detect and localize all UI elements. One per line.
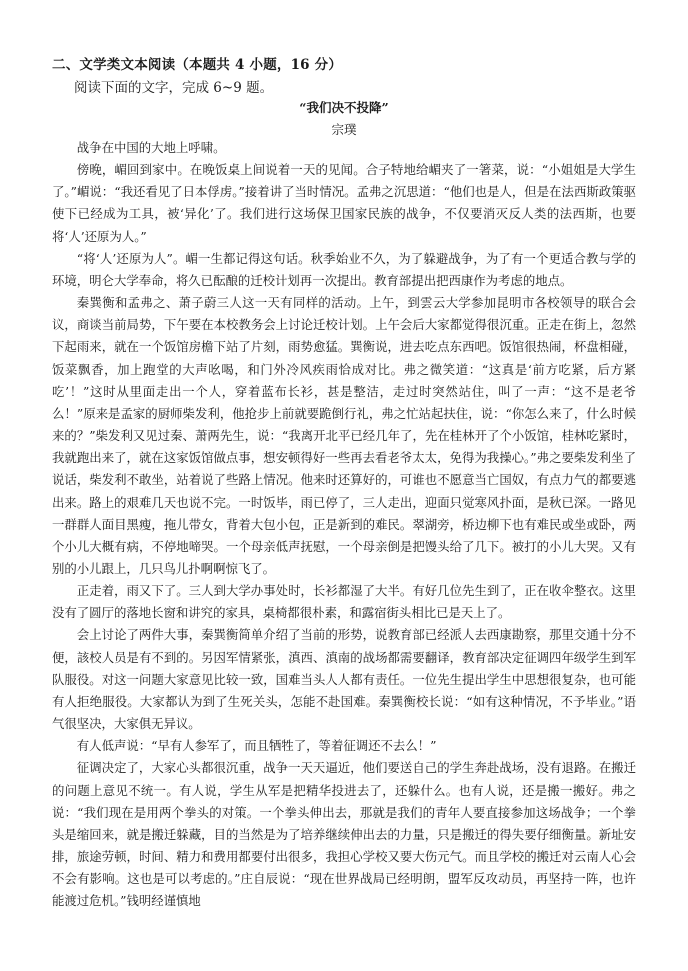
paragraph: 征调决定了，大家心头都很沉重，战争一天天逼近，他们要送自己的学生奔赴战场，没有退路。在搬迁的问题上意见不统一。有人说，学生从军是把精华投进去了，还躲什么。也有人说，还是搬一搬好。弗之说：“我们现在是用两个拳头的对策。一个拳头伸出去，那就是我们的青年人要直接参加这场战争；一个拳头是缩回来，就是搬迁躲藏，目的当然是为了培养继续伸出去的力量，只是搬迁的得失要仔细衡量。新址安排，旅途劳顿，时间、精力和费用都要付出很多，我担心学校又要大伤元气。而且学校的搬迁对云南人心会不会有影响。这也是可以考虑的。”庄自辰说：“现在世界战局已经明朗，盟军反攻动员，再坚持一阵，也许能渡过危机。”钱明经谨慎地: [52, 760, 636, 909]
essay-title: “我们决不投降”: [299, 100, 389, 115]
paragraph: 战争在中国的大地上呼啸。: [76, 140, 226, 155]
paragraph: “将‘人’还原为人”。嵋一生都记得这句话。秋季始业不久，为了躲避战争，为了有一个更适合教与学的环境，明仑大学奉命，将久已酝酿的迁校计划再一次提出。教育部提出把西康作为考虑的地点。: [52, 250, 636, 288]
section-heading: 二、文学类文本阅读（本题共 4 小题，16 分）: [52, 57, 343, 73]
essay-author: 宗璞: [331, 122, 357, 137]
reading-instruction: 阅读下面的文字，完成 6~9 题。: [74, 80, 274, 96]
paragraph: 有人低声说：“早有人参军了，而且牺牲了，等着征调还不去么！”: [76, 738, 437, 754]
paragraph: 会上讨论了两件大事，秦巽衡简单介绍了当前的形势，说教育部已经派人去西康勘察，那里交通十分不便，該校人员是有不到的。另因军情紧张，滇西、滇南的战场都需要翻译，教育部决定征调四年级学生到军队服役。对这一问题大家意见比较一致，国难当头人人都有责任。一位先生提出学生中思想很复杂，也可能有人拒绝服役。大家都认为到了生死关头，怎能不赴国难。秦巽衡校长说：“如有这种情况，不予毕业。”语气很坚决，大家俱无异议。: [52, 627, 636, 732]
paragraph: 正走着，雨又下了。三人到大学办事处时，长衫都湿了大半。有好几位先生到了，正在收伞整衣。这里没有了圆厅的落地长窗和讲究的家具，桌椅都很朴素，和露宿街头相比已是天上了。: [52, 583, 636, 621]
paragraph: 秦巽衡和孟弗之、萧子蔚三人这一天有同样的活动。上午，到雲云大学参加昆明市各校领导的联合会议，商谈当前局势，下午要在本校教务会上讨论迁校计划。上午会后大家都觉得很沉重。正走在街上，忽然下起雨来，就在一个饭馆房檐下站了片刻，雨势愈猛。巽衡说，进去吃点东西吧。饭馆很热闹，杯盘相碰，饭菜飘香，加上跑堂的大声吆喝，和门外冷风疾雨恰成对比。弗之微笑道：“这真是‘前方吃紧，后方紧吃’！”这时从里面走出一个人，穿着蓝布长衫，甚是整洁，走过时突然站住，叫了一声：“这不是老爷么！”原来是孟家的厨师柴发利，他抢步上前就要跪倒行礼，弗之忙站起扶住，说：“你怎么来了，什么时候来的？”柴发利又见过秦、萧两先生，说：“我离开北平已经几年了，先在桂林开了个小饭馆，桂林吃紧时，我就跑出来了，就在这家饭馆做点事，想安顿得好一些再去看老爷太太，免得为我操心。”弗之要柴发利坐了说话，柴发利不敢坐，站着说了些路上情况。他来时还算好的，可谁也不愿意当亡国奴，有点力气的都要逃出来。路上的艰难几天也说不完。一时饭毕，雨已停了，三人走出，迎面只觉寒风扑面，是秋已深。一路见一群群人面目黑瘦，拖儿带女，背着大包小包，正是新到的难民。翠湖旁，桥边柳下也有难民或坐或卧，两个小儿大概有病，不停地啼哭。一个母亲低声抚慰，一个母亲倒是把馒头给了几下。被打的小儿大哭。又有别的小儿跟上，几只鸟儿扑啊啊惊飞了。: [52, 295, 636, 576]
paragraph: 傍晚，嵋回到家中。在晚饭桌上间说着一天的见闻。合子特地给嵋夹了一箸菜，说：“小姐姐是大学生了。”嵋说：“我还看见了日本俘虏。”接着讲了当时情况。孟弗之沉思道：“他们也是人，但是在法西斯政策驱使下已经成为工具，被‘异化’了。我们进行这场保卫国家民族的战争，不仅要消灭反人类的法西斯，也要将‘人’还原为人。”: [52, 162, 636, 244]
essay-body: [52, 137, 636, 912]
